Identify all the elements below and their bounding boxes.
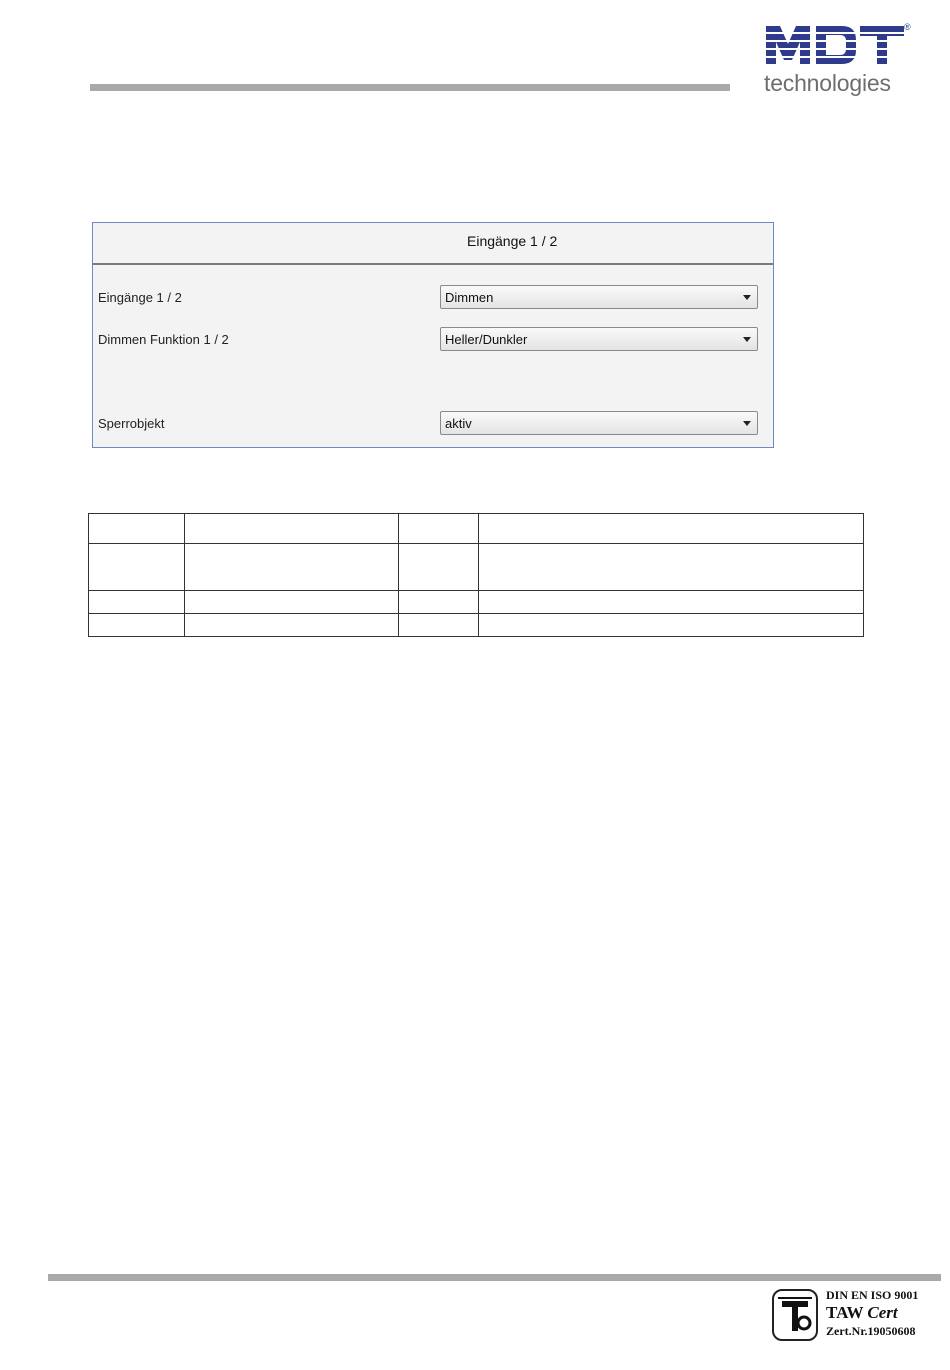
dimming-function-select-value: Heller/Dunkler	[445, 332, 528, 347]
inputs-select[interactable]	[440, 285, 758, 309]
table-cell	[89, 591, 185, 614]
dialog-header	[93, 223, 773, 265]
parameter-dialog	[92, 222, 774, 448]
header-divider	[90, 84, 730, 91]
lock-object-select[interactable]	[440, 411, 758, 435]
table-cell	[479, 514, 864, 544]
cert-body-italic: Cert	[867, 1303, 898, 1322]
table-cell	[89, 544, 185, 591]
registered-mark: ®	[904, 22, 911, 32]
certification-text	[826, 1287, 918, 1339]
logo-tagline: technologies	[764, 70, 891, 96]
dropdown-arrow-icon	[743, 421, 751, 426]
certification-badge	[772, 1287, 942, 1345]
table-cell	[399, 544, 479, 591]
dimming-function-label: Dimmen Funktion 1 / 2	[98, 332, 229, 347]
table-row	[89, 544, 864, 591]
lock-object-select-value: aktiv	[445, 416, 472, 431]
table-cell	[479, 544, 864, 591]
inputs-label: Eingänge 1 / 2	[98, 290, 182, 305]
table-cell	[185, 591, 399, 614]
dropdown-arrow-icon	[743, 337, 751, 342]
footer-divider	[48, 1274, 941, 1281]
table-row	[89, 514, 864, 544]
table-cell	[479, 591, 864, 614]
lock-object-label: Sperrobjekt	[98, 416, 165, 431]
table-cell	[89, 514, 185, 544]
dimming-function-select[interactable]	[440, 327, 758, 351]
table-row	[89, 591, 864, 614]
mdt-logo-mark-icon	[764, 22, 914, 70]
table-cell	[479, 614, 864, 637]
iso-standard: DIN EN ISO 9001	[826, 1288, 919, 1302]
cert-body-bold: TAW	[826, 1303, 864, 1322]
inputs-select-value: Dimmen	[445, 290, 494, 305]
table-row	[89, 614, 864, 637]
table-cell	[185, 514, 399, 544]
table-cell	[399, 514, 479, 544]
mdt-logo	[764, 22, 914, 100]
cert-number: Zert.Nr.19050608	[826, 1324, 916, 1338]
table-cell	[89, 614, 185, 637]
table-cell	[399, 591, 479, 614]
taw-cert-logo-icon	[772, 1289, 818, 1341]
table-cell	[399, 614, 479, 637]
cert-body	[826, 1303, 918, 1323]
dialog-title: Eingänge 1 / 2	[467, 233, 558, 249]
table-cell	[185, 544, 399, 591]
dropdown-arrow-icon	[743, 295, 751, 300]
table-cell	[185, 614, 399, 637]
communication-objects-table	[88, 513, 864, 637]
